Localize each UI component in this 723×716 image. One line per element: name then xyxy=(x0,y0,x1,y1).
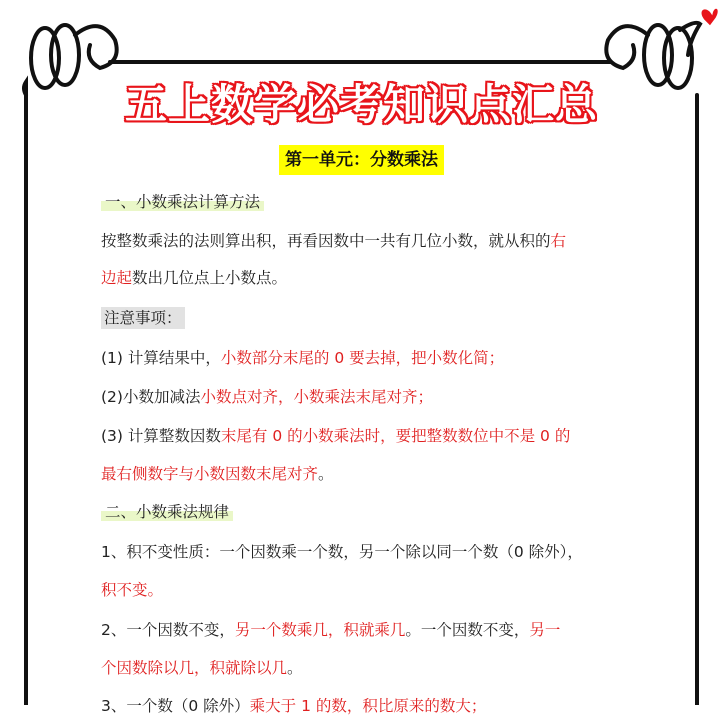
text-line xyxy=(101,578,163,600)
line-content xyxy=(101,621,560,639)
text-line xyxy=(101,229,566,251)
line-content xyxy=(101,659,303,677)
text-segment: 。一个因数不变， xyxy=(405,621,530,639)
text-line xyxy=(101,346,504,368)
line-content xyxy=(101,427,570,445)
text-segment: 数出几位点上小数点。 xyxy=(132,269,288,287)
highlighted-text: 末尾有 0 的小数乘法时，要把整数数位中不是 0 的 xyxy=(220,427,571,445)
text-line xyxy=(101,694,486,716)
line-content xyxy=(101,697,486,715)
text-line xyxy=(101,385,433,407)
text-segment: 。 xyxy=(318,465,334,483)
text-segment: 按整数乘法的法则算出积，再看因数中一共有几位小数，就从积的 xyxy=(101,232,551,250)
page-title: 五上数学必考知识点汇总 xyxy=(124,80,598,129)
highlighted-text: 另一 xyxy=(529,621,561,639)
line-content xyxy=(101,503,233,521)
text-segment: 一、小数乘法计算方法 xyxy=(105,193,261,211)
text-line xyxy=(101,540,583,562)
text-line xyxy=(101,266,287,288)
highlighted-text: 另一个数乘几，积就乘几 xyxy=(234,621,406,639)
highlighted-text: 个因数除以几，积就除以几 xyxy=(101,659,288,677)
heart-icon xyxy=(701,8,718,26)
line-content xyxy=(101,307,185,329)
text-line xyxy=(101,656,303,678)
line-content xyxy=(101,388,433,406)
section-heading xyxy=(101,500,233,522)
text-segment: (1) 计算结果中， xyxy=(101,349,221,367)
highlighted-text: 右 xyxy=(550,232,567,250)
highlighted-text: 小数点对齐，小数乘法末尾对齐； xyxy=(200,388,433,406)
text-segment: (2)小数加减法 xyxy=(101,388,201,406)
text-segment: (3) 计算整数因数 xyxy=(101,427,221,445)
line-content xyxy=(101,465,334,483)
highlighted-text: 边起 xyxy=(101,269,133,287)
highlighted-text: 积不变。 xyxy=(101,581,164,599)
line-content xyxy=(101,269,287,287)
text-segment: 3、一个数（0 除外） xyxy=(101,697,250,715)
text-line xyxy=(101,618,560,640)
note-label xyxy=(101,306,185,328)
line-content xyxy=(101,232,566,250)
text-segment: 。 xyxy=(287,659,303,677)
highlighted-text: 最右侧数字与小数因数末尾对齐 xyxy=(101,465,319,483)
unit-heading: 第一单元：分数乘法 xyxy=(0,145,723,170)
text-line xyxy=(101,424,570,446)
line-content xyxy=(101,543,583,561)
section-heading xyxy=(101,190,264,212)
text-segment: 二、小数乘法规律 xyxy=(105,503,230,521)
highlighted-text: 乘大于 1 的数，积比原来的数大； xyxy=(249,697,487,715)
text-line xyxy=(101,462,334,484)
text-segment: 2、一个因数不变， xyxy=(101,621,235,639)
text-segment: 1、积不变性质：一个因数乘一个数，另一个除以同一个数（0 除外）， xyxy=(101,543,583,561)
line-content xyxy=(101,349,504,367)
text-segment: 注意事项： xyxy=(104,309,182,327)
highlighted-text: 小数部分末尾的 0 要去掉，把小数化简； xyxy=(220,349,505,367)
line-content xyxy=(101,193,264,211)
line-content xyxy=(101,581,163,599)
